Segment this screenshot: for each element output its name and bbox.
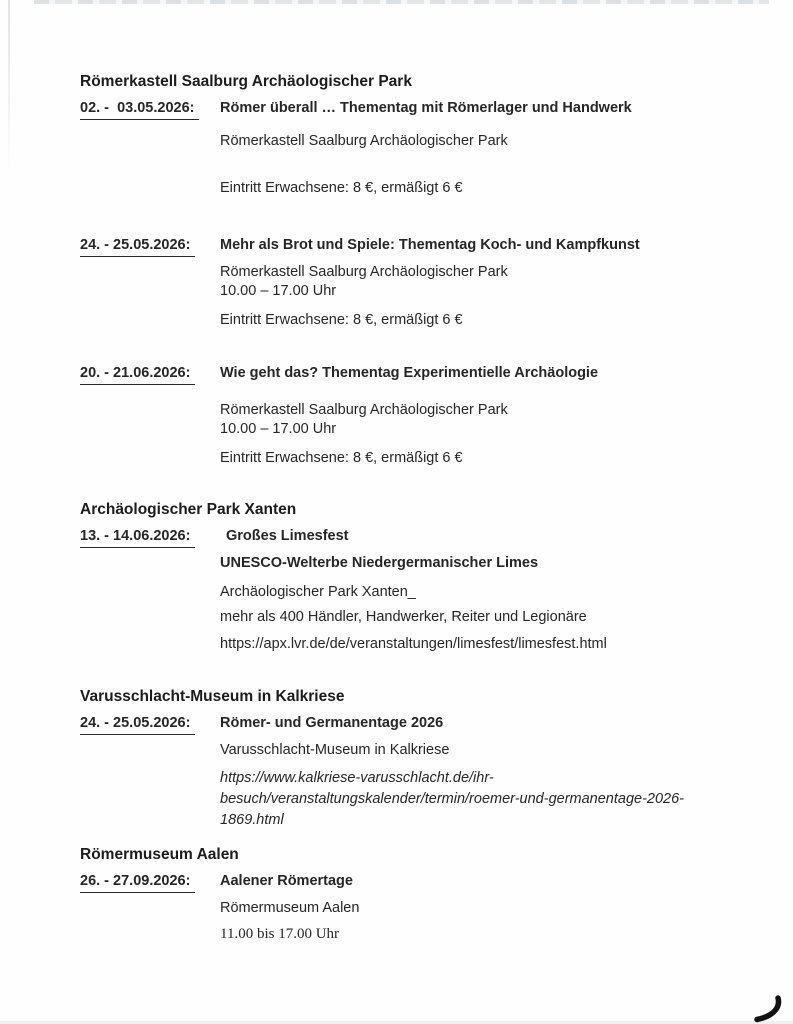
event-row [80, 99, 753, 198]
document-content [80, 72, 753, 944]
pen-stroke-mark [751, 995, 783, 1023]
event-url: https://apx.lvr.de/de/veranstaltungen/limesfest/limesfest.html [220, 636, 607, 652]
event-venue: Römerkastell Saalburg Archäologischer Park [220, 264, 508, 280]
event-info: mehr als 400 Händler, Handwerker, Reiter und Legionäre [220, 609, 587, 625]
event-price: Eintritt Erwachsene: 8 €, ermäßigt 6 € [220, 450, 463, 466]
event-time: 10.00 – 17.00 Uhr [220, 283, 337, 299]
event-date: 24. - 25.05.2026: [80, 714, 220, 735]
event-venue: Römermuseum Aalen [220, 900, 360, 916]
event-time: 11.00 bis 17.00 Uhr [220, 926, 340, 942]
event-row [80, 872, 753, 944]
section-heading-saalburg: Römerkastell Saalburg Archäologischer Park [80, 73, 412, 90]
event-title: Römer- und Germanentage 2026 [220, 715, 444, 731]
event-row [80, 236, 753, 330]
top-edge-scan-artifact [34, 0, 769, 4]
url-line: 1869.html [220, 812, 284, 828]
section-heading-xanten: Archäologischer Park Xanten [80, 501, 297, 518]
url-line: https://www.kalkriese-varusschlacht.de/ihr- [220, 770, 494, 786]
event-title: Mehr als Brot und Spiele: Thementag Koch- und Kampfkunst [220, 237, 640, 253]
event-row [80, 364, 753, 468]
event-price: Eintritt Erwachsene: 8 €, ermäßigt 6 € [220, 312, 463, 328]
url-line: besuch/veranstaltungskalender/termin/roemer-und-germanentage-2026- [220, 791, 684, 807]
event-row [80, 714, 753, 831]
event-venue: Römerkastell Saalburg Archäologischer Park [220, 133, 508, 149]
event-url [220, 768, 753, 831]
event-title: Römer überall … Thementag mit Römerlager und Handwerk [220, 100, 632, 116]
section-heading-aalen: Römermuseum Aalen [80, 846, 239, 863]
event-venue: Varusschlacht-Museum in Kalkriese [220, 742, 450, 758]
event-price: Eintritt Erwachsene: 8 €, ermäßigt 6 € [220, 180, 463, 196]
event-time: 10.00 – 17.00 Uhr [220, 421, 337, 437]
event-date: 13. - 14.06.2026: [80, 527, 220, 548]
event-title: Wie geht das? Thementag Experimentielle Archäologie [220, 365, 599, 381]
event-row [80, 527, 753, 654]
event-venue: Römerkastell Saalburg Archäologischer Park [220, 402, 508, 418]
event-title: Aalener Römertage [220, 873, 353, 889]
event-date: 20. - 21.06.2026: [80, 364, 220, 385]
event-title: Großes Limesfest [226, 528, 349, 544]
section-heading-kalkriese: Varusschlacht-Museum in Kalkriese [80, 688, 345, 705]
event-venue: Archäologischer Park Xanten_ [220, 584, 416, 600]
event-date: 24. - 25.05.2026: [80, 236, 220, 257]
event-date: 02. - 03.05.2026: [80, 99, 220, 120]
event-subtitle: UNESCO-Welterbe Niedergermanischer Limes [220, 555, 539, 571]
event-date: 26. - 27.09.2026: [80, 872, 220, 893]
left-edge-scan-artifact [8, 0, 10, 175]
